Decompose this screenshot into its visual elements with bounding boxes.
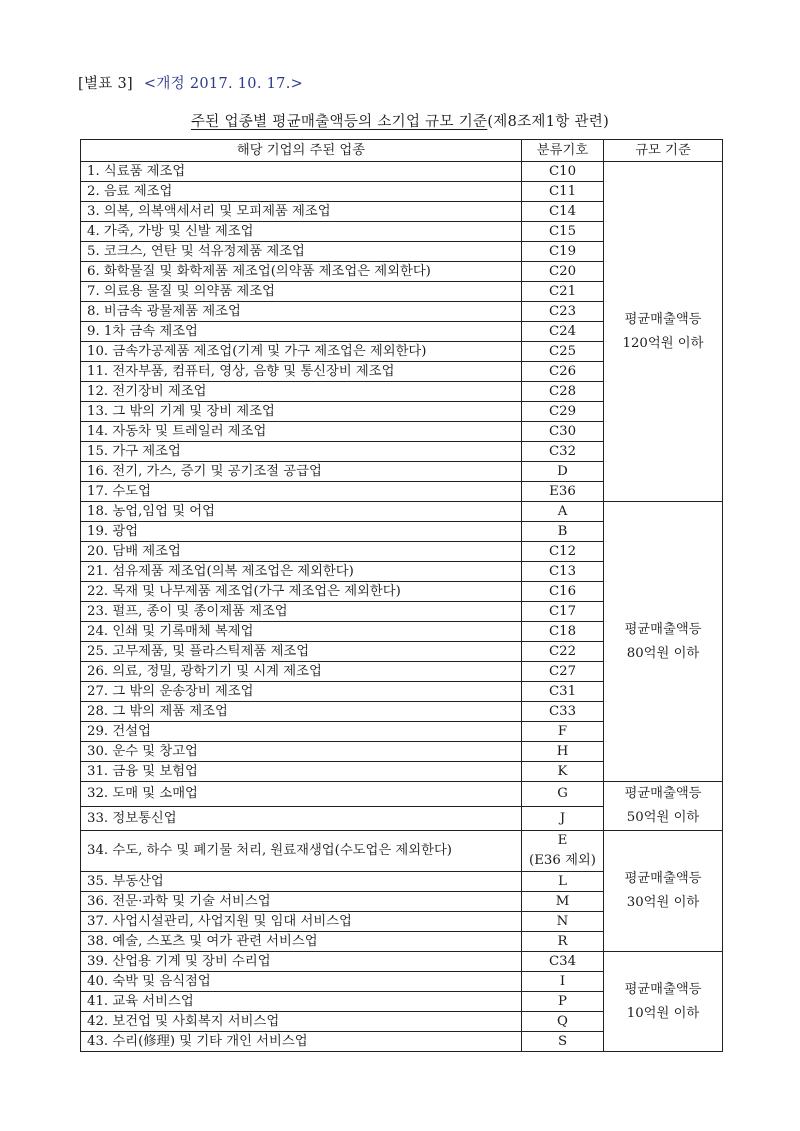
classification-code — [522, 482, 604, 502]
industry-name: 24. 인쇄 및 기록매체 복제업 — [81, 622, 522, 642]
code-value: C21 — [548, 284, 577, 299]
size-standard — [604, 952, 723, 1052]
standard-label: 평균매출액등 — [624, 981, 702, 997]
size-standard — [604, 502, 723, 782]
classification-code — [522, 992, 604, 1012]
code-value: C30 — [548, 424, 577, 439]
code-value: G — [557, 786, 568, 802]
standard-threshold: 30억원 이하 — [626, 895, 700, 910]
industry-name: 30. 운수 및 창고업 — [81, 742, 522, 762]
classification-code — [522, 932, 604, 952]
code-value: F — [557, 724, 568, 739]
code-value: C11 — [548, 184, 577, 199]
classification-code — [522, 402, 604, 422]
column-header-industry: 해당 기업의 주된 업종 — [81, 140, 522, 162]
industry-name: 27. 그 밖의 운송장비 제조업 — [81, 682, 522, 702]
classification-code — [522, 202, 604, 222]
title-main: 주된 업종별 평균매출액등의 소기업 규모 기준 — [190, 114, 488, 130]
code-value: C25 — [548, 344, 577, 359]
code-value: C31 — [548, 684, 577, 699]
code-value: M — [555, 894, 570, 909]
code-value: C28 — [548, 384, 577, 399]
code-value: D — [557, 464, 568, 479]
annex-label: [별표 3] — [78, 76, 133, 92]
industry-name: 40. 숙박 및 음식점업 — [81, 972, 522, 992]
industry-name: 43. 수리(修理) 및 기타 개인 서비스업 — [81, 1032, 522, 1052]
industry-name: 33. 정보통신업 — [81, 806, 522, 831]
industry-name: 16. 전기, 가스, 증기 및 공기조절 공급업 — [81, 462, 522, 482]
classification-code — [522, 831, 604, 872]
column-header-standard: 규모 기준 — [604, 140, 723, 162]
classification-code — [522, 522, 604, 542]
standard-label: 평균매출액등 — [624, 786, 702, 801]
annex-header — [78, 72, 303, 93]
code-note: (E36 제외) — [529, 853, 596, 868]
code-value: C29 — [548, 404, 577, 419]
industry-name: 37. 사업시설관리, 사업지원 및 임대 서비스업 — [81, 912, 522, 932]
code-value: I — [559, 974, 566, 989]
classification-code — [522, 342, 604, 362]
industry-name: 29. 건설업 — [81, 722, 522, 742]
classification-code — [522, 972, 604, 992]
code-value: C23 — [548, 304, 577, 319]
classification-code — [522, 302, 604, 322]
classification-code — [522, 782, 604, 807]
code-value: R — [557, 934, 568, 949]
code-value: C26 — [548, 364, 577, 379]
code-value: C33 — [548, 704, 577, 719]
industry-name: 10. 금속가공제품 제조업(기계 및 가구 제조업은 제외한다) — [81, 342, 522, 362]
size-standard — [604, 782, 723, 831]
code-value: C15 — [548, 224, 577, 239]
table-row — [81, 502, 723, 522]
code-value: P — [558, 994, 567, 1009]
code-value: N — [556, 914, 569, 929]
industry-name: 5. 코크스, 연탄 및 석유정제품 제조업 — [81, 242, 522, 262]
size-standard — [604, 831, 723, 952]
classification-code — [522, 542, 604, 562]
industry-name: 35. 부동산업 — [81, 872, 522, 892]
classification-code — [522, 872, 604, 892]
size-standards-table — [80, 139, 723, 1052]
code-value: A — [557, 504, 568, 519]
industry-name: 17. 수도업 — [81, 482, 522, 502]
industry-name: 11. 전자부품, 컴퓨터, 영상, 음향 및 통신장비 제조업 — [81, 362, 522, 382]
classification-code — [522, 1032, 604, 1052]
code-value: E — [557, 833, 568, 848]
industry-name: 3. 의복, 의복액세서리 및 모피제품 제조업 — [81, 202, 522, 222]
industry-name: 38. 예술, 스포츠 및 여가 관련 서비스업 — [81, 932, 522, 952]
industry-name: 42. 보건업 및 사회복지 서비스업 — [81, 1012, 522, 1032]
title-reference: (제8조제1항 관련) — [487, 114, 610, 130]
classification-code — [522, 1012, 604, 1032]
industry-name: 39. 산업용 기계 및 장비 수리업 — [81, 952, 522, 972]
industry-name: 15. 가구 제조업 — [81, 442, 522, 462]
industry-name: 7. 의료용 물질 및 의약품 제조업 — [81, 282, 522, 302]
code-value: K — [557, 764, 568, 779]
table-body — [81, 162, 723, 1052]
industry-name: 2. 음료 제조업 — [81, 182, 522, 202]
industry-name: 1. 식료품 제조업 — [81, 162, 522, 182]
classification-code — [522, 182, 604, 202]
classification-code — [522, 912, 604, 932]
classification-code — [522, 562, 604, 582]
table-row — [81, 782, 723, 807]
classification-code — [522, 262, 604, 282]
classification-code — [522, 362, 604, 382]
industry-name: 31. 금융 및 보험업 — [81, 762, 522, 782]
classification-code — [522, 502, 604, 522]
classification-code — [522, 602, 604, 622]
code-value: C24 — [548, 324, 577, 339]
column-header-code: 분류기호 — [522, 140, 604, 162]
standard-threshold: 120억원 이하 — [622, 335, 704, 351]
industry-name: 4. 가죽, 가방 및 신발 제조업 — [81, 222, 522, 242]
industry-name: 19. 광업 — [81, 522, 522, 542]
code-value: C17 — [548, 604, 577, 619]
industry-name: 9. 1차 금속 제조업 — [81, 322, 522, 342]
classification-code — [522, 642, 604, 662]
code-value: C20 — [548, 264, 577, 279]
classification-code — [522, 662, 604, 682]
classification-code — [522, 162, 604, 182]
classification-code — [522, 622, 604, 642]
code-value: Q — [557, 1014, 568, 1029]
industry-name: 14. 자동차 및 트레일러 제조업 — [81, 422, 522, 442]
classification-code — [522, 382, 604, 402]
classification-code — [522, 242, 604, 262]
code-value: C16 — [548, 584, 577, 599]
classification-code — [522, 222, 604, 242]
classification-code — [522, 322, 604, 342]
classification-code — [522, 952, 604, 972]
standard-threshold: 10억원 이하 — [626, 1005, 700, 1021]
table-row — [81, 952, 723, 972]
industry-name: 20. 담배 제조업 — [81, 542, 522, 562]
code-value: C22 — [548, 644, 577, 659]
industry-name: 22. 목재 및 나무제품 제조업(가구 제조업은 제외한다) — [81, 582, 522, 602]
industry-name: 13. 그 밖의 기계 및 장비 제조업 — [81, 402, 522, 422]
industry-name: 26. 의료, 정밀, 광학기기 및 시계 제조업 — [81, 662, 522, 682]
classification-code — [522, 422, 604, 442]
industry-name: 21. 섬유제품 제조업(의복 제조업은 제외한다) — [81, 562, 522, 582]
industry-name: 41. 교육 서비스업 — [81, 992, 522, 1012]
document-title — [0, 110, 800, 131]
standard-threshold: 50억원 이하 — [626, 810, 700, 825]
industry-name: 25. 고무제품, 및 플라스틱제품 제조업 — [81, 642, 522, 662]
industry-name: 28. 그 밖의 제품 제조업 — [81, 702, 522, 722]
classification-code — [522, 722, 604, 742]
code-value: C27 — [548, 664, 577, 679]
code-value: J — [559, 810, 566, 826]
industry-name: 8. 비금속 광물제품 제조업 — [81, 302, 522, 322]
code-value: H — [556, 744, 569, 759]
code-value: C19 — [548, 244, 577, 259]
classification-code — [522, 462, 604, 482]
classification-code — [522, 892, 604, 912]
code-value: C12 — [548, 544, 577, 559]
industry-name: 6. 화학물질 및 화학제품 제조업(의약품 제조업은 제외한다) — [81, 262, 522, 282]
code-value: L — [558, 874, 567, 889]
industry-name: 12. 전기장비 제조업 — [81, 382, 522, 402]
industry-name: 23. 펄프, 종이 및 종이제품 제조업 — [81, 602, 522, 622]
classification-code — [522, 442, 604, 462]
code-value: C32 — [548, 444, 577, 459]
classification-code — [522, 282, 604, 302]
classification-code — [522, 582, 604, 602]
industry-name: 36. 전문·과학 및 기술 서비스업 — [81, 892, 522, 912]
classification-code — [522, 702, 604, 722]
amendment-date: <개정 2017. 10. 17.> — [143, 76, 304, 92]
table-header-row — [81, 140, 723, 162]
code-value: C14 — [548, 204, 577, 219]
size-standard — [604, 162, 723, 502]
standard-label: 평균매출액등 — [624, 621, 702, 637]
code-value: C13 — [548, 564, 577, 579]
code-value: E36 — [549, 484, 576, 499]
standard-label: 평균매출액등 — [624, 871, 702, 886]
code-value: B — [557, 524, 568, 539]
table-row — [81, 162, 723, 182]
classification-code — [522, 806, 604, 831]
code-value: C34 — [548, 954, 577, 969]
industry-name: 18. 농업,임업 및 어업 — [81, 502, 522, 522]
classification-code — [522, 682, 604, 702]
standard-threshold: 80억원 이하 — [626, 645, 700, 661]
code-value: S — [557, 1034, 568, 1049]
industry-name: 34. 수도, 하수 및 폐기물 처리, 원료재생업(수도업은 제외한다) — [81, 831, 522, 872]
table-row — [81, 831, 723, 872]
code-value: C18 — [548, 624, 577, 639]
classification-code — [522, 742, 604, 762]
code-value: C10 — [548, 164, 577, 179]
standard-label: 평균매출액등 — [624, 311, 702, 327]
classification-code — [522, 762, 604, 782]
industry-name: 32. 도매 및 소매업 — [81, 782, 522, 807]
